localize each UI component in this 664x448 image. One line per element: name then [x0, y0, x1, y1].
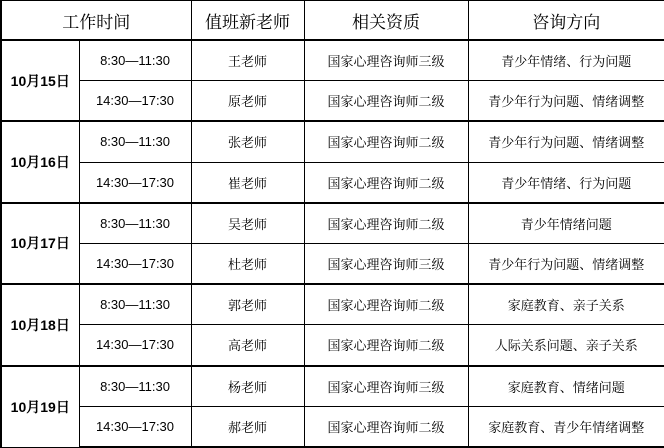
time-cell: 14:30—17:30 — [79, 162, 191, 203]
table-row — [1, 284, 664, 325]
header-topic: 咨询方向 — [468, 1, 664, 41]
topic-cell: 人际关系问题、亲子关系 — [468, 325, 664, 366]
time-cell: 8:30—11:30 — [79, 40, 191, 81]
topic-cell: 家庭教育、亲子关系 — [468, 284, 664, 325]
topic-cell: 青少年情绪、行为问题 — [468, 162, 664, 203]
time-cell: 8:30—11:30 — [79, 121, 191, 162]
table-row — [1, 203, 664, 244]
topic-cell: 青少年行为问题、情绪调整 — [468, 121, 664, 162]
qualification-cell: 国家心理咨询师三级 — [304, 243, 468, 284]
qualification-cell: 国家心理咨询师三级 — [304, 40, 468, 81]
time-cell: 8:30—11:30 — [79, 203, 191, 244]
time-cell: 14:30—17:30 — [79, 325, 191, 366]
header-row — [1, 1, 664, 41]
topic-cell: 家庭教育、青少年情绪调整 — [468, 406, 664, 447]
qualification-cell: 国家心理咨询师三级 — [304, 366, 468, 407]
teacher-cell: 郝老师 — [191, 406, 304, 447]
date-cell: 10月16日 — [1, 121, 79, 202]
teacher-cell: 张老师 — [191, 121, 304, 162]
teacher-cell: 原老师 — [191, 81, 304, 122]
table-row — [1, 162, 664, 203]
header-qualification: 相关资质 — [304, 1, 468, 41]
qualification-cell: 国家心理咨询师二级 — [304, 325, 468, 366]
topic-cell: 青少年情绪、行为问题 — [468, 40, 664, 81]
header-work-time: 工作时间 — [1, 1, 191, 41]
table-row — [1, 325, 664, 366]
time-cell: 8:30—11:30 — [79, 366, 191, 407]
qualification-cell: 国家心理咨询师二级 — [304, 162, 468, 203]
table-body — [1, 40, 664, 447]
time-cell: 14:30—17:30 — [79, 81, 191, 122]
time-cell: 8:30—11:30 — [79, 284, 191, 325]
topic-cell: 青少年行为问题、情绪调整 — [468, 243, 664, 284]
table-row — [1, 406, 664, 447]
time-cell: 14:30—17:30 — [79, 406, 191, 447]
qualification-cell: 国家心理咨询师二级 — [304, 81, 468, 122]
teacher-cell: 郭老师 — [191, 284, 304, 325]
teacher-cell: 杜老师 — [191, 243, 304, 284]
date-cell: 10月18日 — [1, 284, 79, 365]
table-row — [1, 81, 664, 122]
teacher-cell: 崔老师 — [191, 162, 304, 203]
qualification-cell: 国家心理咨询师二级 — [304, 406, 468, 447]
qualification-cell: 国家心理咨询师二级 — [304, 284, 468, 325]
time-cell: 14:30—17:30 — [79, 243, 191, 284]
table-header — [1, 1, 664, 41]
teacher-cell: 王老师 — [191, 40, 304, 81]
date-cell: 10月15日 — [1, 40, 79, 121]
topic-cell: 家庭教育、情绪问题 — [468, 366, 664, 407]
teacher-cell: 高老师 — [191, 325, 304, 366]
date-cell: 10月17日 — [1, 203, 79, 284]
qualification-cell: 国家心理咨询师二级 — [304, 121, 468, 162]
date-cell: 10月19日 — [1, 366, 79, 448]
header-teacher: 值班新老师 — [191, 1, 304, 41]
table-row — [1, 40, 664, 81]
table-row — [1, 243, 664, 284]
topic-cell: 青少年行为问题、情绪调整 — [468, 81, 664, 122]
topic-cell: 青少年情绪问题 — [468, 203, 664, 244]
teacher-cell: 杨老师 — [191, 366, 304, 407]
qualification-cell: 国家心理咨询师二级 — [304, 203, 468, 244]
teacher-cell: 吴老师 — [191, 203, 304, 244]
table-row — [1, 366, 664, 407]
table-row — [1, 121, 664, 162]
